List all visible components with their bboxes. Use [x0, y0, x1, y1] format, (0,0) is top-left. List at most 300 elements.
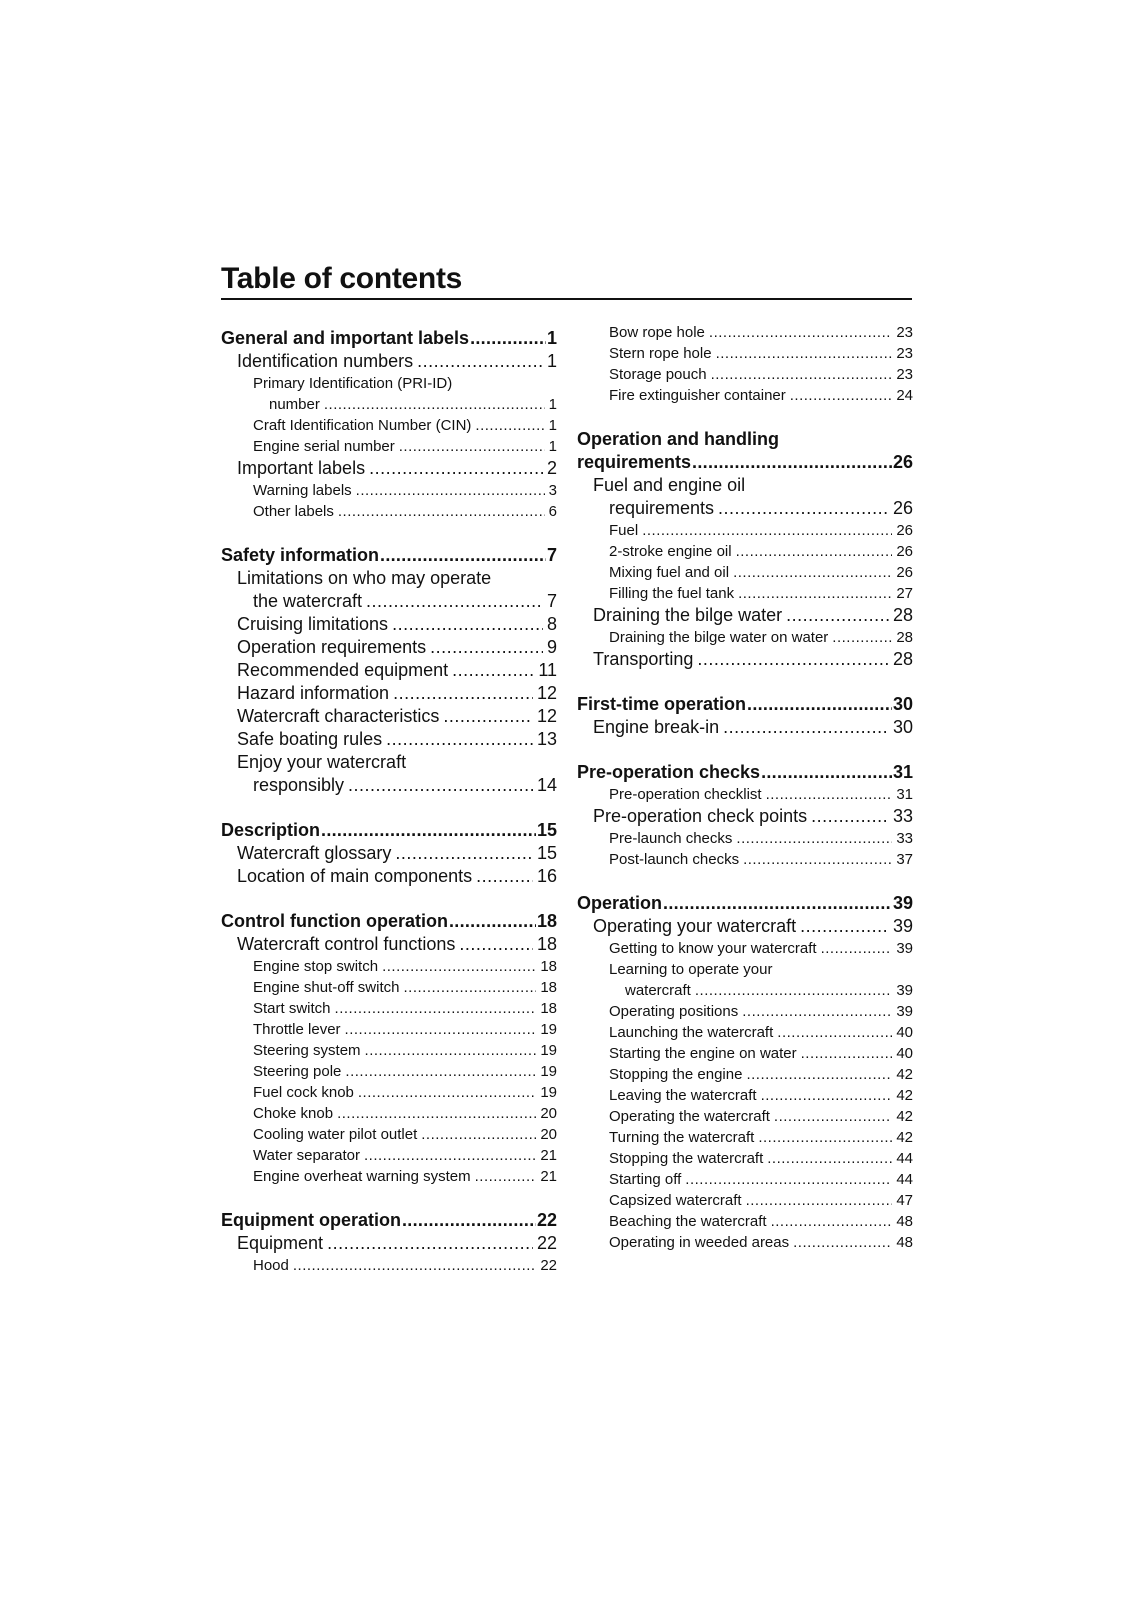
dot-leader	[821, 938, 893, 959]
dot-leader	[475, 1166, 537, 1187]
toc-subsection-entry[interactable]	[221, 1232, 557, 1255]
dot-leader	[321, 819, 536, 842]
toc-page-number: 30	[892, 717, 913, 737]
toc-entry-title: Launching the watercraft	[609, 1024, 774, 1041]
toc-topic-entry[interactable]	[221, 1145, 557, 1166]
toc-subsection-entry[interactable]	[221, 842, 557, 865]
toc-entry-title: Watercraft characteristics	[237, 706, 440, 726]
dot-leader	[663, 892, 892, 915]
toc-subsection-entry[interactable]	[221, 350, 557, 373]
toc-page-number: 39	[892, 893, 913, 913]
toc-subsection-entry[interactable]	[577, 915, 913, 938]
dot-leader	[402, 1209, 536, 1232]
toc-page-number: 40	[896, 1024, 913, 1041]
toc-subsection-entry[interactable]	[577, 805, 913, 828]
dot-leader	[358, 1082, 536, 1103]
toc-topic-entry[interactable]	[221, 1166, 557, 1187]
dot-leader	[382, 956, 536, 977]
toc-entry-title: General and important labels	[221, 328, 470, 348]
dot-leader	[777, 1022, 892, 1043]
toc-subsection-title-line: Enjoy your watercraft	[237, 752, 407, 772]
toc-entry-title: Warning labels	[253, 482, 352, 499]
dot-leader	[449, 910, 536, 933]
toc-entry-title: Getting to know your watercraft	[609, 940, 817, 957]
toc-page-number: 26	[892, 452, 913, 472]
page-title: Table of contents	[221, 262, 463, 295]
toc-entry-title: Watercraft control functions	[237, 934, 456, 954]
toc-page-number: 44	[896, 1171, 913, 1188]
dot-leader	[697, 648, 889, 671]
toc-section-title-line: Operation and handling	[577, 429, 779, 449]
dot-leader	[793, 1232, 892, 1253]
toc-page-number: 12	[536, 706, 557, 726]
toc-page-number: 31	[892, 762, 913, 782]
toc-entry-title: Storage pouch	[609, 366, 707, 383]
toc-entry-title: Beaching the watercraft	[609, 1213, 767, 1230]
toc-topic-entry[interactable]	[577, 938, 913, 959]
toc-topic-entry[interactable]	[577, 1064, 913, 1085]
toc-topic-entry[interactable]	[577, 1127, 913, 1148]
toc-topic-entry[interactable]	[577, 1169, 913, 1190]
toc-entry-title: Fuel cock knob	[253, 1084, 354, 1101]
dot-leader	[736, 541, 893, 562]
toc-topic-entry[interactable]	[577, 583, 913, 604]
dot-leader	[766, 784, 893, 805]
dot-leader	[430, 636, 543, 659]
toc-page-number: 27	[896, 585, 913, 602]
toc-topic-entry[interactable]	[577, 541, 913, 562]
toc-page-number: 39	[896, 982, 913, 999]
toc-subsection-entry[interactable]	[221, 728, 557, 751]
dot-leader	[327, 1232, 533, 1255]
toc-subsection-title-line: Fuel and engine oil	[593, 475, 746, 495]
toc-topic-entry[interactable]	[577, 343, 913, 364]
toc-entry-title: Mixing fuel and oil	[609, 564, 730, 581]
dot-leader	[380, 544, 546, 567]
dot-leader	[718, 497, 889, 520]
dot-leader	[767, 1148, 892, 1169]
section-gap	[577, 671, 913, 693]
dot-leader	[685, 1169, 892, 1190]
toc-section-entry[interactable]	[221, 327, 557, 350]
toc-page-number: 1	[546, 328, 557, 348]
toc-page-number: 31	[896, 786, 913, 803]
dot-leader	[733, 562, 892, 583]
toc-page-number: 26	[896, 564, 913, 581]
toc-topic-entry[interactable]	[221, 1082, 557, 1103]
toc-topic-entry[interactable]	[221, 1103, 557, 1124]
dot-leader	[366, 590, 543, 613]
dot-leader	[399, 436, 545, 457]
dot-leader	[470, 327, 546, 350]
dot-leader	[758, 1127, 892, 1148]
toc-entry-title: Description	[221, 820, 321, 840]
toc-page-number: 1	[548, 396, 557, 413]
dot-leader	[742, 1001, 892, 1022]
toc-subsection-entry[interactable]	[577, 497, 913, 520]
toc-page-number: 11	[538, 660, 557, 680]
toc-entry-title: Stern rope hole	[609, 345, 712, 362]
dot-leader	[800, 915, 889, 938]
toc-page-number: 42	[896, 1129, 913, 1146]
dot-leader	[293, 1255, 536, 1276]
toc-page-number: 28	[896, 629, 913, 646]
toc-topic-entry[interactable]	[577, 784, 913, 805]
toc-topic-entry[interactable]	[577, 1148, 913, 1169]
toc-topic-entry[interactable]	[221, 1040, 557, 1061]
toc-page-number: 18	[540, 958, 557, 975]
toc-page-number: 44	[896, 1150, 913, 1167]
toc-entry-title: Stopping the watercraft	[609, 1150, 764, 1167]
section-gap	[577, 870, 913, 892]
toc-subsection-entry[interactable]	[221, 774, 557, 797]
toc-entry-title: Other labels	[253, 503, 334, 520]
toc-entry-title: Operating the watercraft	[609, 1108, 770, 1125]
toc-page-number: 7	[546, 591, 557, 611]
toc-page-number: 40	[896, 1045, 913, 1062]
toc-page-number: 19	[540, 1042, 557, 1059]
toc-topic-entry[interactable]	[577, 980, 913, 1001]
toc-topic-entry[interactable]	[577, 1211, 913, 1232]
toc-page-number: 23	[896, 345, 913, 362]
dot-leader	[345, 1019, 537, 1040]
toc-entry-title: Location of main components	[237, 866, 473, 886]
dot-leader	[475, 415, 544, 436]
dot-leader	[801, 1043, 893, 1064]
toc-entry-title: requirements	[577, 452, 692, 472]
toc-page-number: 39	[892, 916, 913, 936]
toc-topic-entry[interactable]	[221, 394, 557, 415]
dot-leader	[364, 1145, 536, 1166]
toc-entry-title: Engine overheat warning system	[253, 1168, 471, 1185]
toc-page-number: 19	[540, 1063, 557, 1080]
toc-subsection-entry[interactable]	[221, 933, 557, 956]
toc-page-number: 9	[546, 637, 557, 657]
toc-entry-title: Equipment operation	[221, 1210, 401, 1230]
toc-page-number: 42	[896, 1108, 913, 1125]
dot-leader	[476, 865, 533, 888]
toc-entry-title: Pre-operation checks	[577, 762, 761, 782]
toc-entry-title: Fire extinguisher container	[609, 387, 786, 404]
toc-entry-title: Start switch	[253, 1000, 331, 1017]
dot-leader	[348, 774, 533, 797]
dot-leader	[338, 501, 545, 522]
toc-topic-entry[interactable]	[577, 1043, 913, 1064]
dot-leader	[746, 1064, 892, 1085]
toc-subsection-entry[interactable]	[221, 865, 557, 888]
toc-subsection-entry[interactable]	[221, 682, 557, 705]
toc-page-number: 15	[536, 843, 557, 863]
toc-page-number: 18	[536, 934, 557, 954]
toc-entry-title: Engine break-in	[593, 717, 720, 737]
toc-page-number: 28	[892, 605, 913, 625]
toc-entry-title: Draining the bilge water	[593, 605, 783, 625]
toc-entry-title: Steering system	[253, 1042, 361, 1059]
toc-topic-entry[interactable]	[221, 977, 557, 998]
toc-section-entry[interactable]	[221, 910, 557, 933]
dot-leader	[716, 343, 893, 364]
toc-entry-title: Recommended equipment	[237, 660, 449, 680]
toc-entry-title: Turning the watercraft	[609, 1129, 755, 1146]
toc-topic-title-line: Learning to operate your	[609, 961, 773, 978]
dot-leader	[746, 1190, 893, 1211]
toc-page-number: 42	[896, 1087, 913, 1104]
toc-right-column	[577, 322, 913, 1253]
toc-topic-entry[interactable]	[221, 1124, 557, 1145]
toc-entry-title: 2-stroke engine oil	[609, 543, 732, 560]
dot-leader	[692, 451, 892, 474]
dot-leader	[771, 1211, 893, 1232]
toc-page-number: 33	[896, 830, 913, 847]
toc-entry-title: Cooling water pilot outlet	[253, 1126, 418, 1143]
toc-section-entry[interactable]	[577, 761, 913, 784]
toc-entry-title: Cruising limitations	[237, 614, 389, 634]
toc-subsection-entry[interactable]	[221, 705, 557, 728]
toc-entry-title: Operation	[577, 893, 663, 913]
toc-topic-entry[interactable]	[577, 849, 913, 870]
toc-page-number: 3	[548, 482, 557, 499]
toc-page-number: 21	[540, 1147, 557, 1164]
toc-section-entry[interactable]	[221, 1209, 557, 1232]
toc-section-entry[interactable]	[577, 451, 913, 474]
toc-page-number: 20	[540, 1126, 557, 1143]
toc-section-entry[interactable]	[577, 892, 913, 915]
toc-entry-title: Stopping the engine	[609, 1066, 743, 1083]
toc-topic-entry[interactable]	[577, 1001, 913, 1022]
toc-page-number: 20	[540, 1105, 557, 1122]
title-rule	[221, 298, 912, 300]
toc-subsection-entry[interactable]	[221, 457, 557, 480]
toc-entry-title: Operating in weeded areas	[609, 1234, 790, 1251]
toc-topic-entry[interactable]	[577, 1190, 913, 1211]
toc-section-entry[interactable]	[221, 544, 557, 567]
dot-leader	[324, 394, 545, 415]
toc-entry-title: Water separator	[253, 1147, 360, 1164]
toc-subsection-title-line: Limitations on who may operate	[237, 568, 492, 588]
dot-leader	[337, 1103, 536, 1124]
dot-leader	[443, 705, 533, 728]
dot-leader	[356, 480, 545, 501]
toc-subsection-entry[interactable]	[221, 590, 557, 613]
toc-topic-entry[interactable]	[577, 1232, 913, 1253]
toc-entry-title: Operation requirements	[237, 637, 427, 657]
toc-entry-title: responsibly	[253, 775, 345, 795]
toc-topic-entry[interactable]	[577, 828, 913, 849]
toc-topic-entry[interactable]	[221, 956, 557, 977]
dot-leader	[786, 604, 889, 627]
toc-topic-entry[interactable]	[577, 627, 913, 648]
toc-entry-title: Safety information	[221, 545, 380, 565]
toc-topic-entry[interactable]	[577, 1085, 913, 1106]
dot-leader	[395, 842, 533, 865]
toc-page-number: 23	[896, 366, 913, 383]
section-gap	[221, 888, 557, 910]
toc-page-number: 13	[536, 729, 557, 749]
toc-page-number: 42	[896, 1066, 913, 1083]
toc-page-number: 18	[536, 911, 557, 931]
toc-topic-entry[interactable]	[221, 1019, 557, 1040]
dot-leader	[452, 659, 534, 682]
toc-page-number: 24	[896, 387, 913, 404]
toc-page-number: 48	[896, 1213, 913, 1230]
toc-entry-title: Control function operation	[221, 911, 448, 931]
toc-topic-entry[interactable]	[221, 501, 557, 522]
toc-topic-entry[interactable]	[577, 1022, 913, 1043]
toc-topic-title-line: Primary Identification (PRI-ID)	[253, 375, 453, 392]
toc-topic-entry[interactable]	[577, 1106, 913, 1127]
toc-topic-entry[interactable]	[577, 520, 913, 541]
toc-entry-title: Engine shut-off switch	[253, 979, 400, 996]
toc-page-number: 18	[540, 1000, 557, 1017]
toc-section-entry[interactable]	[577, 693, 913, 716]
toc-page-number: 1	[548, 417, 557, 434]
toc-entry-title: Post-launch checks	[609, 851, 740, 868]
dot-leader	[761, 1085, 893, 1106]
toc-page-number: 8	[546, 614, 557, 634]
toc-topic-entry[interactable]	[577, 364, 913, 385]
section-gap	[221, 1187, 557, 1209]
toc-topic-entry[interactable]	[221, 1255, 557, 1276]
toc-entry-title: the watercraft	[253, 591, 363, 611]
toc-page-number: 23	[896, 324, 913, 341]
dot-leader	[790, 385, 893, 406]
toc-page-number: 37	[896, 851, 913, 868]
toc-entry-title: Operating your watercraft	[593, 916, 797, 936]
dot-leader	[459, 933, 533, 956]
toc-subsection-entry[interactable]	[221, 636, 557, 659]
dot-leader	[421, 1124, 536, 1145]
toc-page-number: 22	[536, 1210, 557, 1230]
dot-leader	[811, 805, 889, 828]
toc-page-number: 19	[540, 1084, 557, 1101]
dot-leader	[345, 1061, 536, 1082]
toc-entry-title: Bow rope hole	[609, 324, 705, 341]
toc-entry-title: Hood	[253, 1257, 289, 1274]
toc-page-number: 18	[540, 979, 557, 996]
toc-page-number: 16	[536, 866, 557, 886]
dot-leader	[747, 693, 892, 716]
toc-entry-title: Fuel	[609, 522, 639, 539]
dot-leader	[832, 627, 892, 648]
toc-entry-title: Safe boating rules	[237, 729, 383, 749]
toc-subsection-entry[interactable]	[221, 613, 557, 636]
toc-left-column	[221, 327, 557, 1276]
toc-topic-entry[interactable]	[221, 480, 557, 501]
toc-entry-title: Throttle lever	[253, 1021, 341, 1038]
toc-entry-title: Filling the fuel tank	[609, 585, 735, 602]
toc-entry-title: Identification numbers	[237, 351, 414, 371]
toc-page-number: 21	[540, 1168, 557, 1185]
toc-subsection-entry[interactable]	[221, 659, 557, 682]
toc-topic-entry[interactable]	[221, 998, 557, 1019]
toc-entry-title: Watercraft glossary	[237, 843, 392, 863]
toc-entry-title: Pre-operation check points	[593, 806, 808, 826]
toc-page-number: 12	[536, 683, 557, 703]
toc-entry-title: Pre-launch checks	[609, 830, 733, 847]
toc-topic-entry[interactable]	[577, 385, 913, 406]
toc-topic-entry[interactable]	[577, 322, 913, 343]
toc-page-number: 15	[536, 820, 557, 840]
toc-entry-title: Capsized watercraft	[609, 1192, 742, 1209]
toc-entry-title: Important labels	[237, 458, 366, 478]
dot-leader	[403, 977, 536, 998]
dot-leader	[365, 1040, 537, 1061]
toc-entry-title: Operating positions	[609, 1003, 739, 1020]
toc-page-number: 39	[896, 940, 913, 957]
toc-entry-title: watercraft	[625, 982, 691, 999]
toc-entry-title: number	[269, 396, 320, 413]
toc-topic-entry[interactable]	[577, 562, 913, 583]
dot-leader	[723, 716, 889, 739]
section-gap	[221, 522, 557, 544]
toc-page-number: 28	[892, 649, 913, 669]
toc-page-number: 14	[536, 775, 557, 795]
toc-page-number: 6	[548, 503, 557, 520]
toc-entry-title: Pre-operation checklist	[609, 786, 762, 803]
toc-page-number: 22	[540, 1257, 557, 1274]
toc-entry-title: Leaving the watercraft	[609, 1087, 757, 1104]
toc-entry-title: Transporting	[593, 649, 694, 669]
toc-subsection-entry[interactable]	[577, 648, 913, 671]
toc-page-number: 26	[896, 522, 913, 539]
section-gap	[577, 406, 913, 428]
toc-page-number: 1	[548, 438, 557, 455]
dot-leader	[392, 613, 543, 636]
toc-topic-entry[interactable]	[221, 436, 557, 457]
toc-entry-title: First-time operation	[577, 694, 747, 714]
toc-page-number: 30	[892, 694, 913, 714]
toc-page-number: 39	[896, 1003, 913, 1020]
dot-leader	[761, 761, 892, 784]
dot-leader	[743, 849, 892, 870]
toc-page-number: 48	[896, 1234, 913, 1251]
dot-leader	[417, 350, 543, 373]
toc-entry-title: Engine serial number	[253, 438, 395, 455]
dot-leader	[709, 322, 892, 343]
toc-page-number: 26	[892, 498, 913, 518]
toc-entry-title: Choke knob	[253, 1105, 334, 1122]
toc-entry-title: Starting the engine on water	[609, 1045, 797, 1062]
toc-entry-title: Steering pole	[253, 1063, 342, 1080]
toc-page-number: 19	[540, 1021, 557, 1038]
toc-entry-title: Starting off	[609, 1171, 682, 1188]
dot-leader	[642, 520, 892, 541]
dot-leader	[736, 828, 892, 849]
dot-leader	[774, 1106, 892, 1127]
dot-leader	[695, 980, 892, 1001]
toc-page-number: 7	[546, 545, 557, 565]
toc-subsection-entry[interactable]	[577, 716, 913, 739]
dot-leader	[393, 682, 533, 705]
section-gap	[577, 739, 913, 761]
dot-leader	[335, 998, 537, 1019]
toc-section-entry[interactable]	[221, 819, 557, 842]
toc-entry-title: requirements	[609, 498, 715, 518]
dot-leader	[711, 364, 893, 385]
toc-page-number: 22	[536, 1233, 557, 1253]
toc-entry-title: Craft Identification Number (CIN)	[253, 417, 472, 434]
toc-page-number: 1	[546, 351, 557, 371]
toc-page-number: 47	[896, 1192, 913, 1209]
toc-page-number: 2	[546, 458, 557, 478]
dot-leader	[738, 583, 892, 604]
toc-subsection-entry[interactable]	[577, 604, 913, 627]
toc-page-number: 26	[896, 543, 913, 560]
toc-entry-title: Equipment	[237, 1233, 324, 1253]
toc-page-number: 33	[892, 806, 913, 826]
toc-topic-entry[interactable]	[221, 415, 557, 436]
toc-topic-entry[interactable]	[221, 1061, 557, 1082]
